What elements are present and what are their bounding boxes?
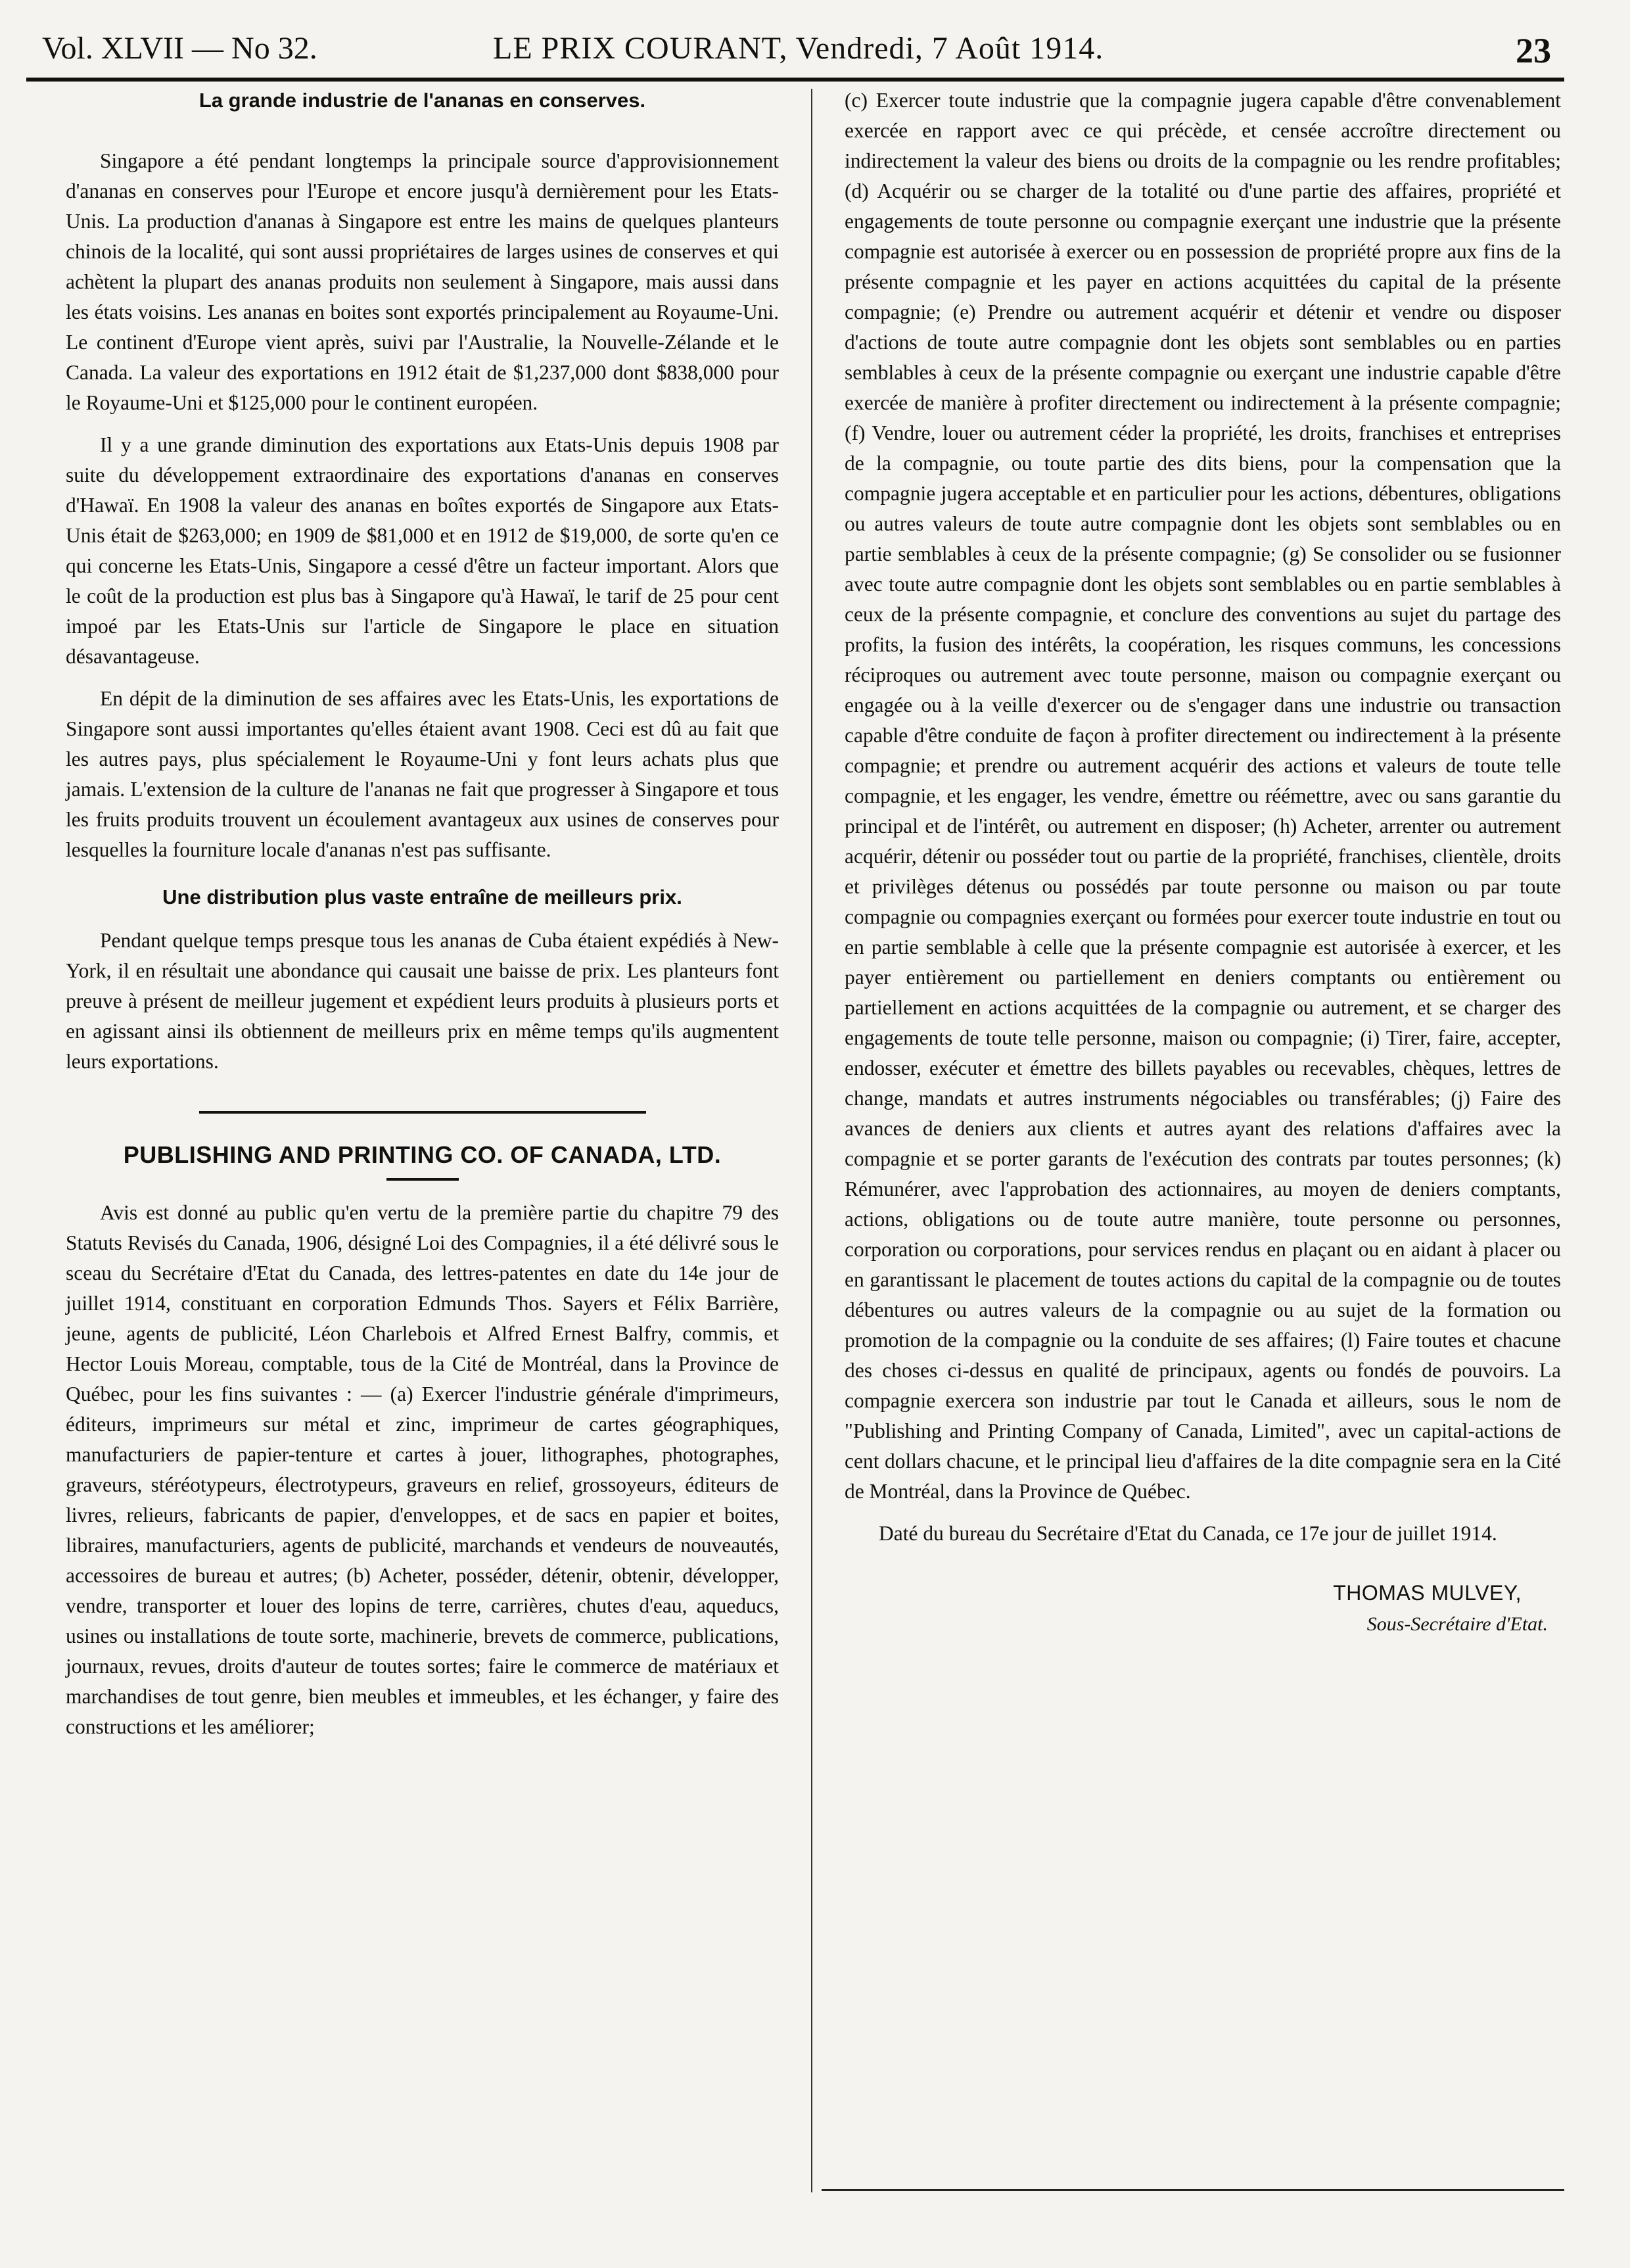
notice-date: Daté du bureau du Secrétaire d'Etat du Canada, ce 17e jour de juillet 1914.: [879, 1522, 1497, 1545]
company-notice-title: PUBLISHING AND PRINTING CO. OF CANADA, LTD.: [123, 1141, 722, 1168]
bottom-rule: [822, 2189, 1564, 2191]
notice-paragraph: Avis est donné au public qu'en vertu de la première partie du chapitre 79 des Statuts Revisés du Canada, 1906, désigné Loi des Compagnies, il a été délivré sous le sceau du Secrétaire d'Etat du Canada, des lettres-patentes en date du 14e jour de juillet 1914, constituant en corporation Edmunds Thos. Sayers et Félix Barrière, jeune, agents de publicité, Léon Charlebois et Alfred Ernest Balfry, commis, et Hector Louis Moreau, comptable, tous de la Cité de Montréal, dans la Province de Québec, pour les fins suivantes : — (a) Exercer l'industrie générale d'imprimeurs, éditeurs, imprimeurs sur métal et zinc, imprimeur de cartes géographiques, manufacturiers de papier-tenture et cartes à jouer, lithographes, photographes, graveurs, stéréotypeurs, électrotypeurs, graveurs en relief, grossoyeurs, éditeurs de livres, relieurs, fabricants de papier, d'enveloppes, et de sacs en papier et boites, libraires, manufacturiers, agents de publicité, marchands et vendeurs de nouveautés, accessoires de bureau et autres; (b) Acheter, posséder, détenir, obtenir, développer, vendre, transporter et louer des lopins de terre, carrières, chutes d'eau, aqueducs, usines ou installations de toute sorte, machinerie, brevets de commerce, publications, journaux, revues, droits d'auteur de toutes sortes; faire le commerce de matériaux et marchandises de tout genre, bien meubles et immeubles, et les échanger, y faire des constructions et les améliorer;: [66, 1201, 779, 1738]
page-number: 23: [1516, 31, 1551, 70]
signature-name: THOMAS MULVEY,: [1333, 1581, 1522, 1605]
left-column: [66, 85, 779, 1754]
section-divider: [199, 1111, 646, 1114]
article-paragraph-1: Singapore a été pendant longtemps la principale source d'approvisionnement d'ananas en conserves pour l'Europe et encore jusqu'à dernièrement pour les Etats-Unis. La production d'ananas à Singapore est entre les mains de quelques planteurs chinois de la localité, qui sont aussi propriétaires de larges usines de conserves et qui achètent la plupart des ananas produits non seulement à Singapore, mais aussi dans les états voisins. Les ananas en boites sont exportés principalement au Royaume-Uni. Le continent d'Europe vient après, suivi par l'Australie, la Nouvelle-Zélande et le Canada. La valeur des exportations en 1912 était de $1,237,000 dont $838,000 pour le Royaume-Uni et $125,000 pour le continent européen.: [66, 149, 779, 414]
article-subtitle: Une distribution plus vaste entraîne de meilleurs prix.: [162, 886, 682, 909]
publication-title: LE PRIX COURANT, Vendredi, 7 Août 1914.: [493, 31, 1104, 66]
subsection-paragraph: Pendant quelque temps presque tous les ananas de Cuba étaient expédiés à New-York, il en résultait une abondance qui causait une baisse de prix. Les planteurs font preuve à présent de meilleur jugement et expédient leurs produits à plusieurs ports et en agissant ainsi ils obtiennent de meilleurs prix en même temps qu'ils augmentent leurs exportations.: [66, 929, 779, 1073]
article-title: La grande industrie de l'ananas en conserves.: [198, 89, 646, 112]
signature-title: Sous-Secrétaire d'Etat.: [1366, 1613, 1548, 1635]
volume-number: Vol. XLVII — No 32.: [42, 31, 317, 66]
article-paragraph-2: Il y a une grande diminution des exportations aux Etats-Unis depuis 1908 par suite du développement extraordinaire des exportations d'ananas en conserves d'Hawaï. En 1908 la valeur des ananas en boîtes exportés de Singapore aux Etats-Unis était de $263,000; en 1909 de $81,000 et en 1912 de $19,000, de sorte qu'en ce qui concerne les Etats-Unis, Singapore a cessé d'être un facteur important. Alors que le coût de la production est plus bas à Singapore qu'à Hawaï, le tarif de 25 pour cent impoé par les Etats-Unis sur l'article de Singapore le place en situation désavantageuse.: [66, 433, 779, 668]
article-paragraph-3: En dépit de la diminution de ses affaires avec les Etats-Unis, les exportations de Singapore sont aussi importantes qu'elles étaient avant 1908. Ceci est dû au fait que les autres pays, plus spécialement le Royaume-Uni y font leurs achats plus que jamais. L'extension de la culture de l'ananas ne fait que progresser à Singapore et tous les fruits produits trouvent un écoulement avantageux aux usines de conserves pour lesquelles la fourniture locale d'ananas n'est pas suffisante.: [66, 687, 779, 861]
title-underline: [386, 1178, 459, 1181]
notice-continuation: (c) Exercer toute industrie que la compagnie jugera capable d'être convenablement exercée en rapport avec ce qui précède, et censée accroître directement ou indirectement la valeur des biens ou droits de la compagnie ou les rendre profitables; (d) Acquérir ou se charger de la totalité ou d'une partie des affaires, propriété et engagements de toute personne ou compagnie exerçant une industrie que la présente compagnie est autorisée à exercer ou en possession de propriété propre aux fins de la présente compagnie et les payer en actions acquittées du capital de la présente compagnie; (e) Prendre ou autrement acquérir et détenir et vendre ou disposer d'actions de toute autre compagnie dont les objets sont semblables ou en parties semblables à ceux de la présente compagnie ou exerçant une industrie capable d'être exercée de manière à profiter directement ou indirectement à la présente compagnie; (f) Vendre, louer ou autrement céder la propriété, les droits, franchises et entreprises de la compagnie, ou toute partie des dits biens, pour la compensation que la compagnie jugera acceptable et en particulier pour les actions, débentures, obligations ou autres valeurs de toute autre compagnie dont les objets sont semblables ou en partie semblables à ceux de la présente compagnie; (g) Se consolider ou se fusionner avec toute autre compagnie dont les objets sont semblables ou en partie semblables à ceux de la présente compagnie, et conclure des conventions au sujet du partage des profits, la fusion des intérêts, la coopération, les risques communs, les concessions réciproques ou autrement avec toute personne, maison ou compagnie exerçant ou engagée ou à la veille d'exercer ou de s'engager dans une industrie ou transaction capable d'être conduite de façon à profiter directement ou indirectement à la présente compagnie; et prendre ou autrement acquérir des actions et valeurs de toute telle compagnie, et les engager, les vendre, émettre ou réémettre, avec ou sans garantie du principal et de l'intérêt, ou autrement en disposer; (h) Acheter, arrenter ou autrement acquérir, détenir ou posséder tout ou partie de la propriété, franchises, clientèle, droits et privilèges détenus ou possédés par toute personne ou maison ou par toute compagnie ou compagnies exerçant ou formées pour exercer toute industrie en tout ou en partie semblable à celle que la présente compagnie est autorisée à exercer, et les payer entièrement ou partiellement en deniers comptants ou entièrement ou partiellement en actions acquittées de la compagnie ou autrement, et se charger des engagements de toute telle personne, maison ou compagnie; (i) Tirer, faire, accepter, endosser, exécuter et émettre des billets payables ou recevables, chèques, lettres de change, mandats et autres instruments négociables ou transférables; (j) Faire des avances de deniers aux clients et autres ayant des relations d'affaires avec la compagnie et se porter garants de l'exécution des contrats par toutes personnes; (k) Rémunérer, avec l'approbation des actionnaires, au moyen de deniers comptants, actions, obligations ou de toute autre manière, toute personne ou personnes, corporation ou corporations, pour services rendus en plaçant ou en aidant à placer ou en garantissant le placement de toutes actions du capital de la compagnie ou de toutes débentures ou autres valeurs de la compagnie ou au sujet de la formation ou promotion de la compagnie ou la conduite de ses affaires; (l) Faire toutes et chacune des choses ci-dessus en qualité de principaux, agents ou fondés de pouvoirs. La compagnie exercera son industrie par tout le Canada et ailleurs, sous le nom de "Publishing and Printing Company of Canada, Limited", avec un capital-actions de cent dollars chacune, et le principal lieu d'affaires de la dite compagnie sera en la Cité de Montréal, dans la Province de Québec.: [845, 89, 1561, 1503]
column-divider: [811, 89, 812, 2192]
header-rule: [26, 78, 1564, 82]
page-header: [33, 25, 1564, 78]
right-column: [845, 85, 1561, 1640]
